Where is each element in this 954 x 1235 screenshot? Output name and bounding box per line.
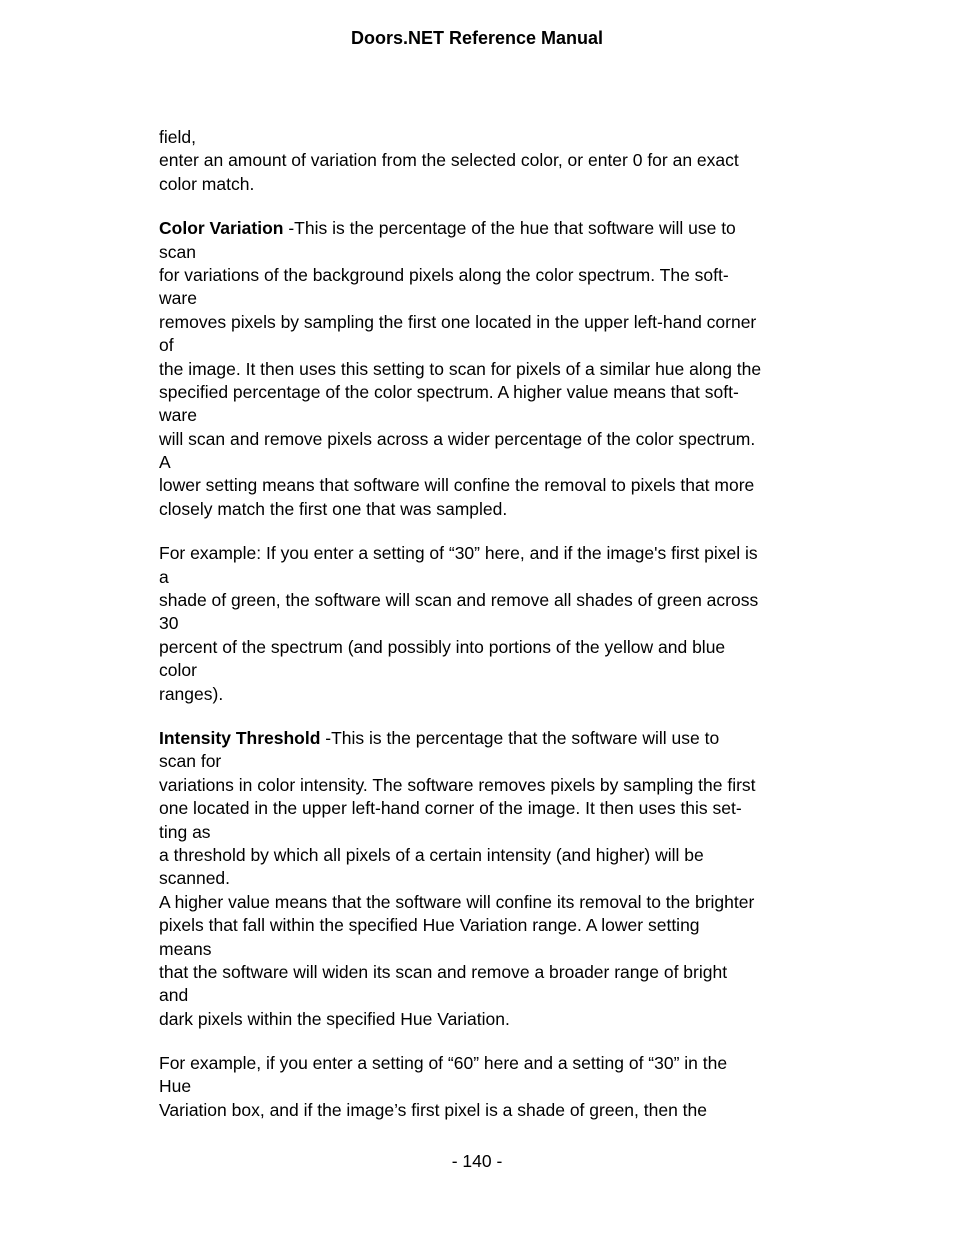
color-example-paragraph [159,542,819,706]
text-line: field, [159,127,196,147]
text-line: that the software will widen its scan and remove a broader range of bright [159,961,728,982]
intensity-example-paragraph [159,1052,819,1122]
text-line: the image. It then uses this setting to scan for pixels of a similar hue along the [159,358,762,379]
text-line: removes pixels by sampling the first one located in the upper left-hand corner [159,311,757,332]
text-line: ranges). [159,683,224,704]
text-line: enter an amount of variation from the selected color, or enter 0 for an exact [159,150,739,171]
color-variation-paragraph [159,217,819,521]
text-line [159,727,819,750]
text-line: percent of the spectrum (and possibly into portions of the yellow and blue [159,636,726,657]
text-line: shade of green, the software will scan and remove all shades of green across [159,590,759,611]
text-line: ware [159,405,197,426]
text-line [159,217,819,240]
intensity-threshold-paragraph [159,727,819,1031]
text-line: lower setting means that software will confine the removal to pixels that more [159,475,755,496]
color-variation-first-line: -This is the percentage of the hue that software will use to [283,218,736,239]
text-line: scanned. [159,868,231,889]
text-line: Variation box, and if the image’s first pixel is a shade of green, then the [159,1099,708,1120]
intensity-threshold-first-line: -This is the percentage that the software will use to [320,727,720,748]
text-line: will scan and remove pixels across a wider percentage of the color spectrum. [159,428,756,449]
text-line: for variations of the background pixels along the color spectrum. The soft- [159,264,729,285]
text-line: dark pixels within the specified Hue Variation. [159,1008,510,1029]
text-line: For example: If you enter a setting of “30” here, and if the image's first pixel is [159,543,758,564]
text-line: For example, if you enter a setting of “60” here and a setting of “30” in the [159,1053,728,1074]
text-line: of [159,335,174,356]
intensity-threshold-term: Intensity Threshold [159,727,321,748]
text-line: ware [159,288,197,309]
text-line: color [159,660,197,681]
text-line: scan for [159,751,222,772]
text-line: specified percentage of the color spectrum. A higher value means that soft- [159,381,739,402]
text-line: a [159,566,169,587]
text-line: 30 [159,613,179,634]
color-variation-term: Color Variation [159,218,284,239]
text-line: ting as [159,821,211,842]
text-line: Hue [159,1076,192,1097]
intro-paragraph [159,126,819,196]
text-line: one located in the upper left-hand corner of the image. It then uses this set- [159,798,742,819]
text-line: and [159,985,189,1006]
text-line: pixels that fall within the specified Hue Variation range. A lower setting [159,915,700,936]
text-line: closely match the first one that was sampled. [159,498,508,519]
page-body [159,126,819,1122]
text-line: color match. [159,173,255,194]
text-line: A higher value means that the software will confine its removal to the brighter [159,891,755,912]
text-line: variations in color intensity. The software removes pixels by sampling the first [159,774,756,795]
text-line: means [159,938,212,959]
text-line: a threshold by which all pixels of a certain intensity (and higher) will be [159,844,704,865]
page-header-title: Doors.NET Reference Manual [350,28,604,48]
page-number: - 140 - [451,1151,503,1171]
text-line: A [159,452,171,473]
text-line: scan [159,241,196,262]
